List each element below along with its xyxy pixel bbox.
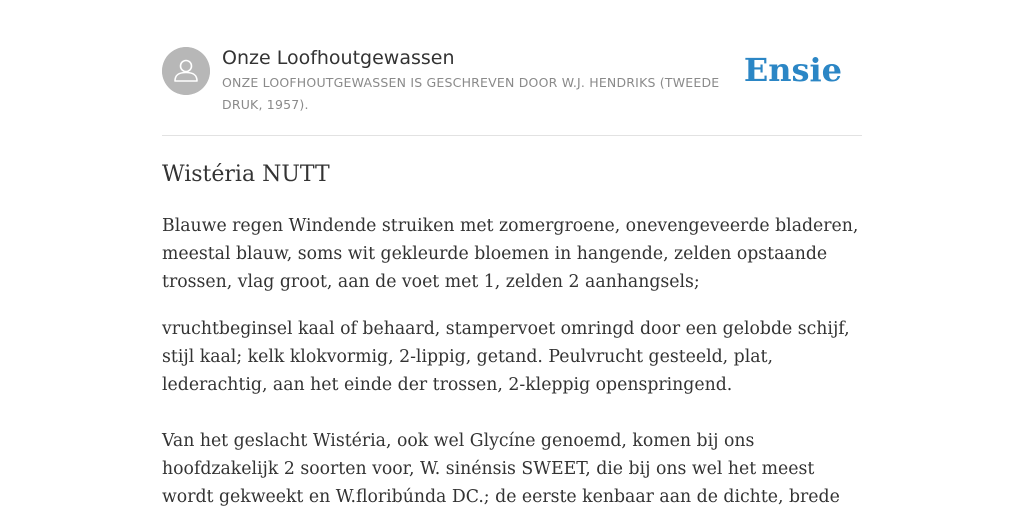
user-silhouette-icon	[162, 47, 210, 95]
publication-title[interactable]: Onze Loofhoutgewassen	[222, 47, 455, 69]
page-header	[162, 40, 862, 136]
publication-subtitle: ONZE LOOFHOUTGEWASSEN IS GESCHREVEN DOOR W.J. HENDRIKS (TWEEDE DRUK, 1957).	[222, 75, 720, 112]
article	[162, 158, 867, 511]
brand-logo[interactable]: Ensie	[743, 51, 842, 89]
article-paragraph: Blauwe regen Windende struiken met zomergroene, onevengeveerde bladeren, meestal blauw, soms wit gekleurde bloemen in hangende, zelden opstaande trossen, vlag groot, aan de voet met 1, zelden 2 aanhangsels;	[162, 216, 859, 292]
article-paragraph: vruchtbeginsel kaal of behaard, stampervoet omringd door een gelobde schijf, stijl kaal; kelk klokvormig, 2-lippig, getand. Peulvrucht gesteeld, plat, lederachtig, aan het einde der trossen, 2-kleppig openspringend.	[162, 319, 850, 395]
header-divider	[162, 135, 862, 136]
article-paragraph: Van het geslacht Wistéria, ook wel Glycíne genoemd, komen bij ons hoofdzakelijk 2 soorten voor, W. sinénsis SWEET, die bij ons wel het meest wordt gekweekt en W.floribúnda DC.; de eerste kenbaar aan de dichte, brede	[162, 431, 840, 507]
article-title: Wistéria NUTT	[162, 162, 330, 187]
